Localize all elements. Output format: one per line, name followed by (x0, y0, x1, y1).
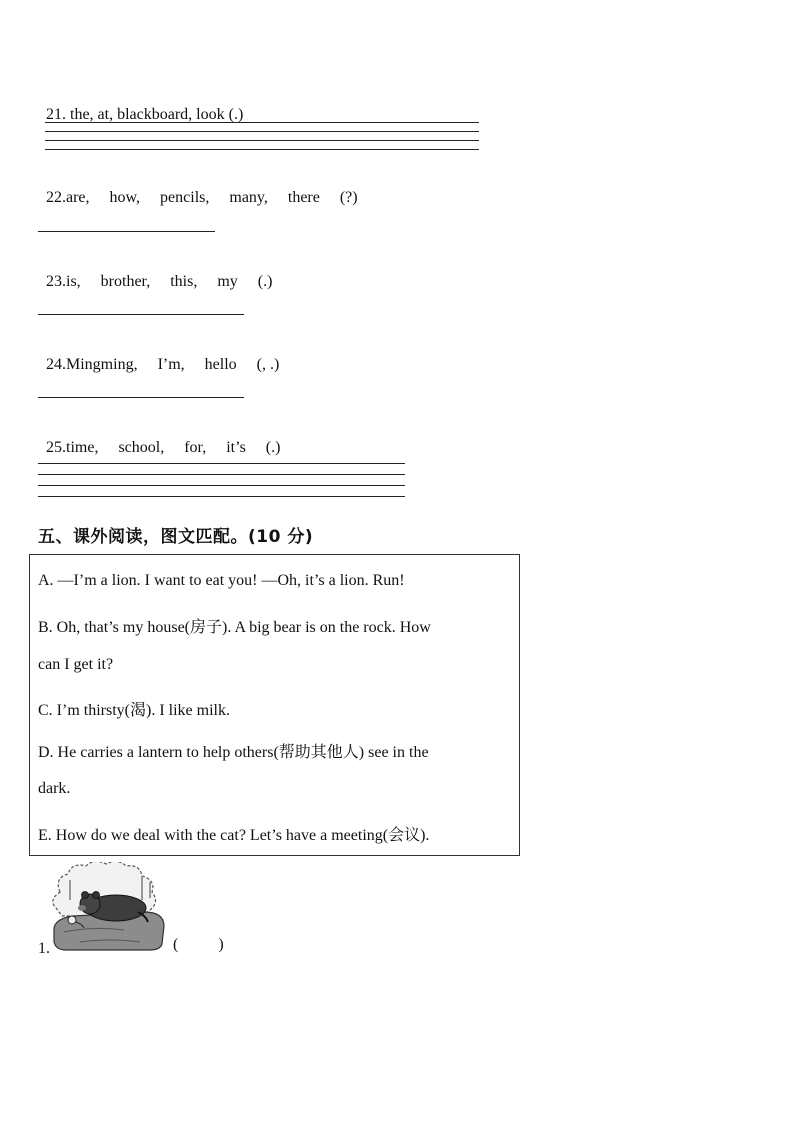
answer-line[interactable] (38, 231, 215, 232)
option-b: B. Oh, that’s my house(房子). A big bear is on the rock. How (38, 619, 431, 636)
answer-line[interactable] (38, 314, 244, 315)
option-c: C. I’m thirsty(渴). I like milk. (38, 702, 230, 719)
question-23 (38, 255, 272, 291)
question-words: . the, at, blackboard, look (.) (62, 106, 244, 123)
question-words: .time, school, for, it’s (.) (62, 439, 281, 456)
writing-line[interactable] (38, 485, 405, 486)
writing-line[interactable] (45, 131, 479, 132)
question-24 (38, 338, 279, 374)
question-22 (38, 171, 358, 207)
writing-line[interactable] (45, 122, 479, 123)
question-number: 23 (46, 273, 62, 290)
option-e: E. How do we deal with the cat? Let’s have a meeting(会议). (38, 827, 430, 844)
options-box (29, 554, 520, 856)
question-number: 22 (46, 189, 62, 206)
question-number: 25 (46, 439, 62, 456)
writing-line[interactable] (45, 140, 479, 141)
answer-line[interactable] (38, 397, 244, 398)
writing-line[interactable] (38, 496, 405, 497)
writing-line[interactable] (45, 149, 479, 150)
question-words: .are, how, pencils, many, there (?) (62, 189, 358, 206)
writing-line[interactable] (38, 474, 405, 475)
answer-blank[interactable]: ( ) (173, 936, 224, 953)
option-d: D. He carries a lantern to help others(帮助其他人) see in the (38, 744, 429, 761)
question-number: 24 (46, 356, 62, 373)
faint-print-marks (70, 112, 230, 118)
bear-on-rock-picture (50, 862, 166, 952)
option-b-continued: can I get it? (38, 656, 114, 673)
question-words: .is, brother, this, my (.) (62, 273, 273, 290)
writing-line[interactable] (38, 463, 405, 464)
section-heading: 五、课外阅读，图文匹配。(10 分) (38, 527, 314, 547)
option-d-continued: dark. (38, 780, 71, 797)
question-number: 21 (46, 106, 62, 123)
item-number: 1. (38, 940, 50, 957)
question-words: .Mingming, I’m, hello (, .) (62, 356, 280, 373)
question-25 (38, 421, 280, 457)
question-21 (38, 88, 243, 124)
option-a: A. —I’m a lion. I want to eat you! —Oh, it’s a lion. Run! (38, 572, 405, 589)
